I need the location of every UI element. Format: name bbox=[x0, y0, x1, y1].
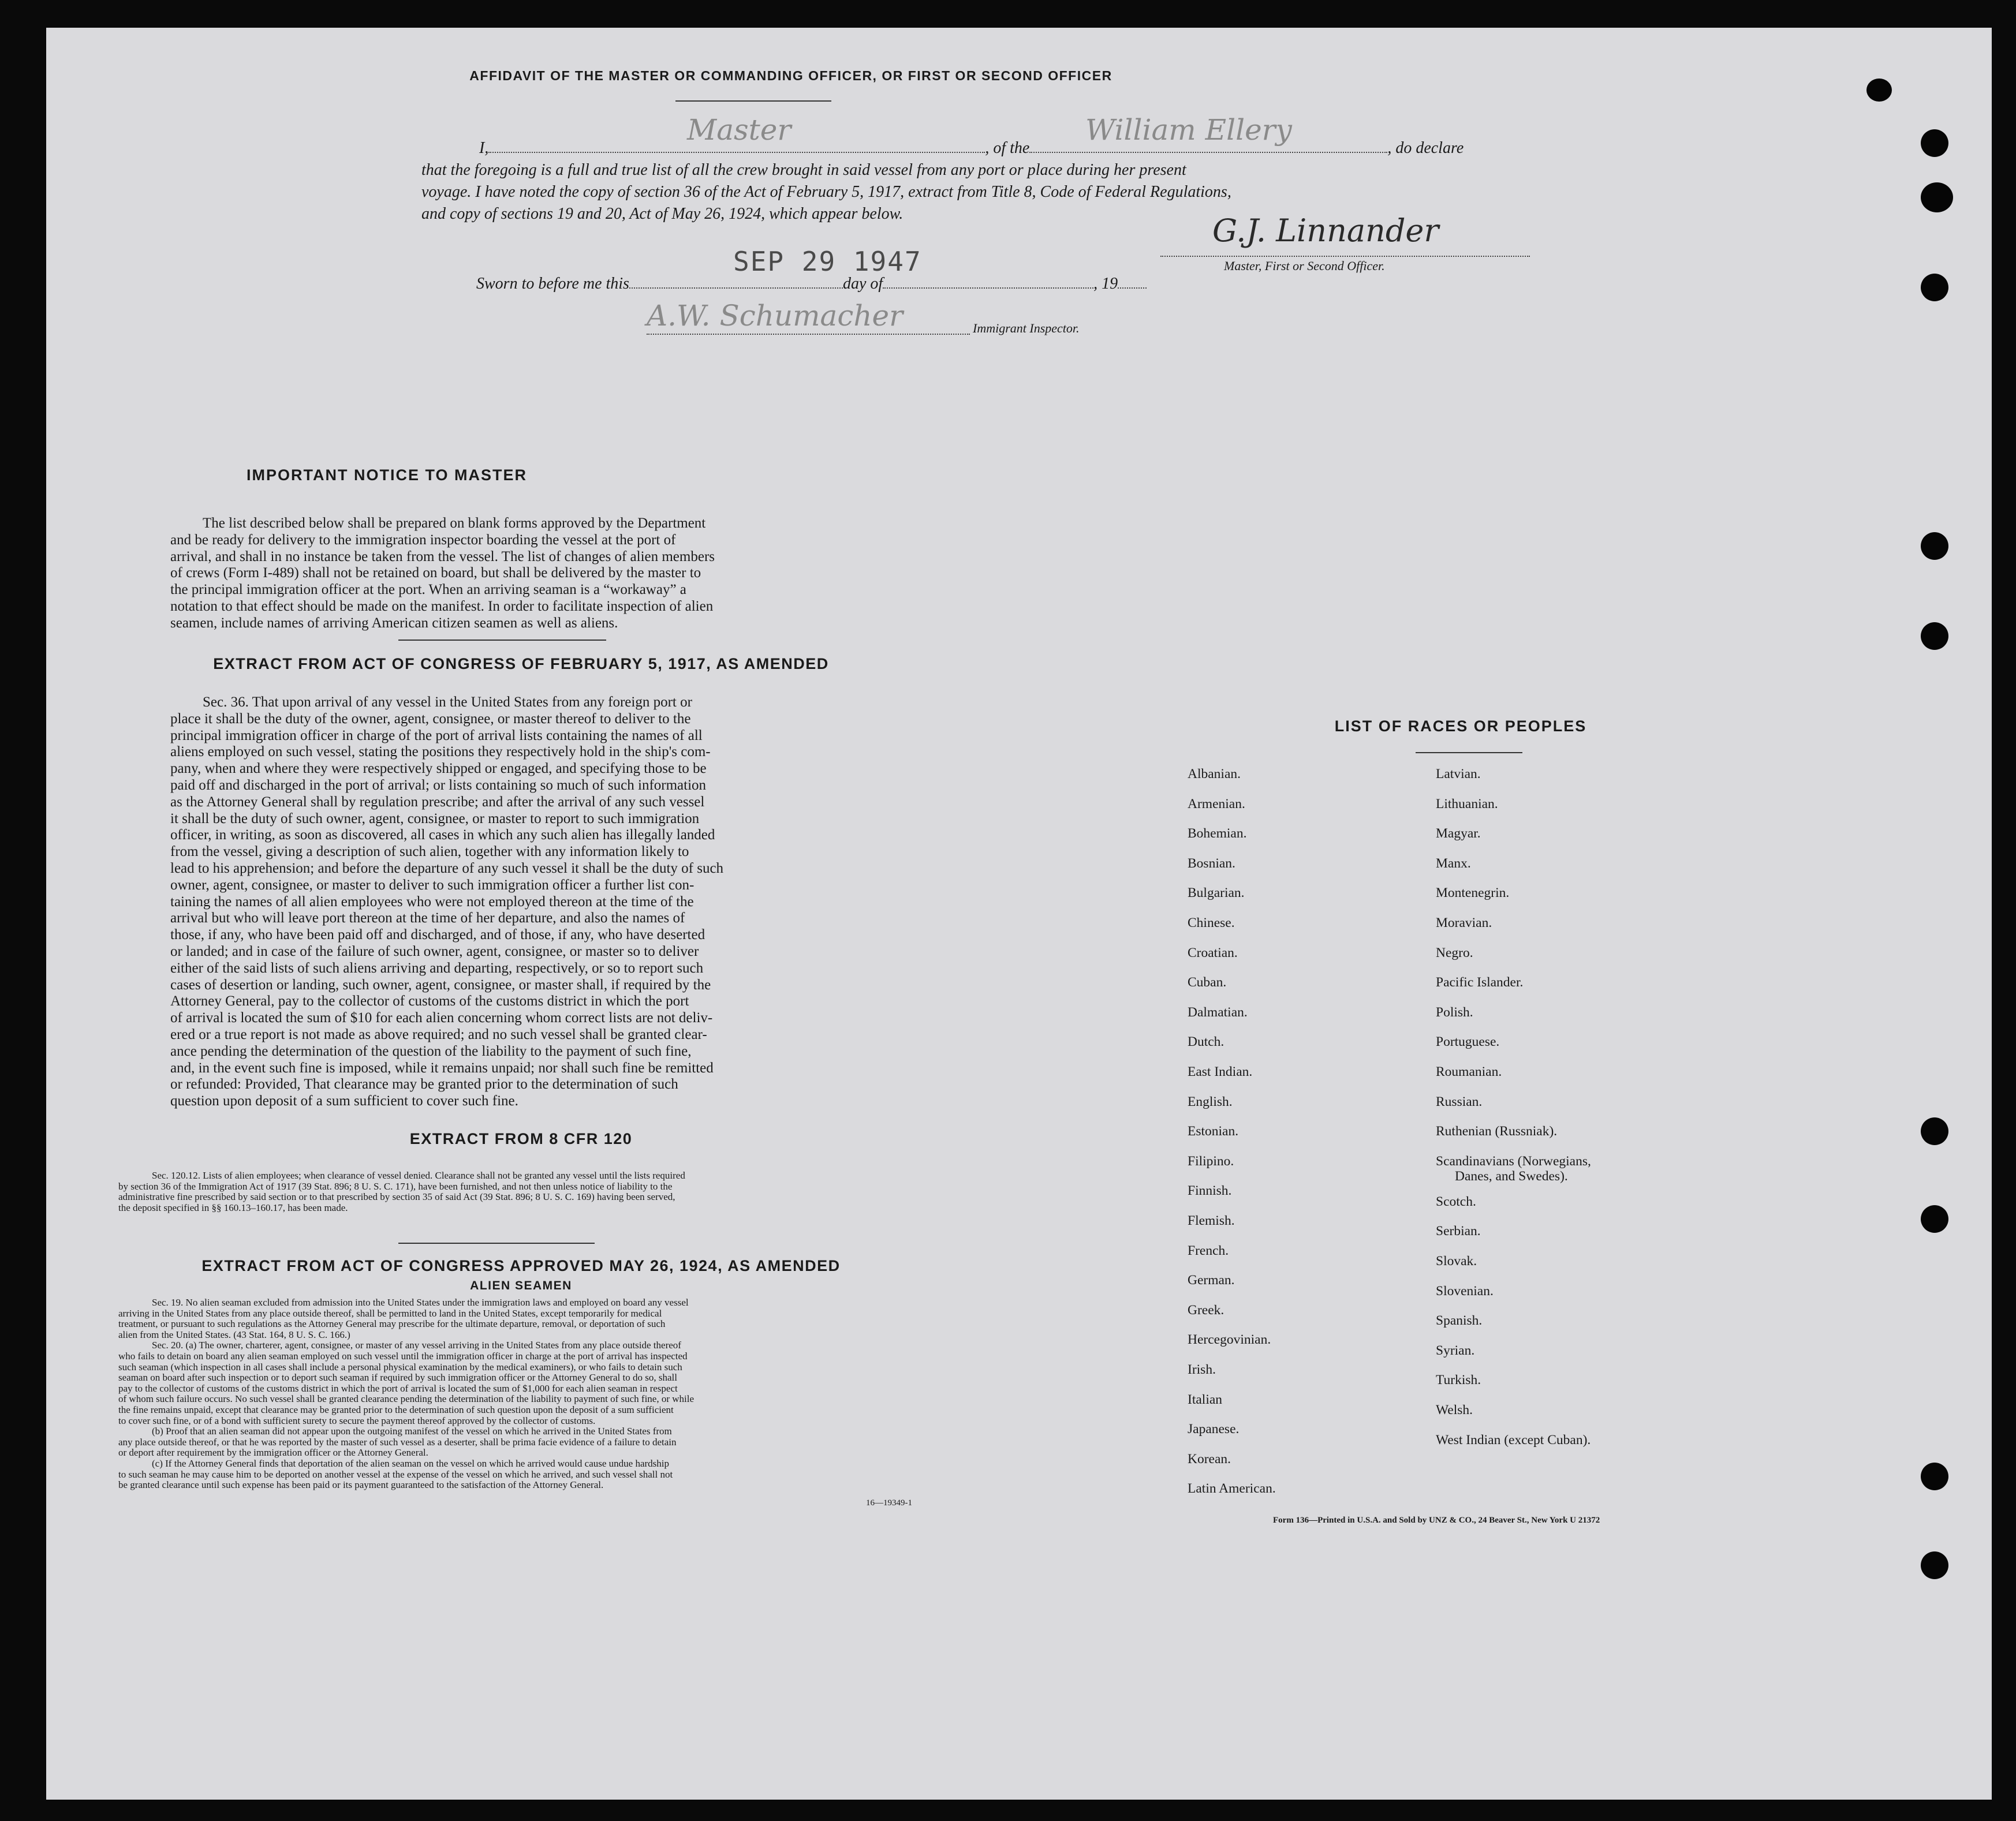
notice-title: IMPORTANT NOTICE TO MASTER bbox=[247, 466, 527, 484]
alien-seamen-line: any place outside thereof, or that he was reported by the master of such vessel as a deserter, shall be prima facie evidence of a failure to detain bbox=[118, 1436, 677, 1448]
race-item: Latvian. bbox=[1436, 766, 1481, 782]
binder-hole bbox=[1921, 1117, 1948, 1145]
section-divider bbox=[398, 640, 606, 641]
notice-line: notation to that effect should be made on the manifest. In order to facilitate inspection of alien bbox=[170, 598, 714, 614]
binder-hole bbox=[1921, 182, 1953, 212]
extract-line: as the Attorney General shall by regulation prescribe; and after the arrival of any such vessel bbox=[170, 794, 705, 810]
alien-seamen-line: treatment, or pursuant to such regulations as the Attorney General may prescribe for the ultimate departure, removal, or deportation of such bbox=[118, 1318, 666, 1330]
race-item: Estonian. bbox=[1188, 1124, 1239, 1139]
race-item: Roumanian. bbox=[1436, 1064, 1502, 1079]
race-item: Ruthenian (Russniak). bbox=[1436, 1124, 1558, 1139]
extract-line: and, in the event such fine is imposed, while it remains unpaid; nor shall such fine be remitted bbox=[170, 1060, 714, 1076]
handwritten-inspector-signature: A.W. Schumacher bbox=[647, 299, 904, 332]
extract-line: arrival but who will leave port thereon at the time of her departure, and also the names of bbox=[170, 910, 685, 926]
race-item: Slovak. bbox=[1436, 1254, 1477, 1269]
race-item: Lithuanian. bbox=[1436, 796, 1498, 812]
binder-hole bbox=[1921, 274, 1948, 301]
extract-line: taining the names of all alien employees who were not employed thereon at the time of the bbox=[170, 893, 694, 910]
race-item: Pacific Islander. bbox=[1436, 975, 1524, 990]
race-item: Magyar. bbox=[1436, 826, 1481, 842]
race-item: Irish. bbox=[1188, 1362, 1216, 1377]
race-item: Serbian. bbox=[1436, 1224, 1481, 1239]
extract-line: cases of desertion or landing, such owner, agent, consignee, or master shall, if required by the bbox=[170, 977, 711, 993]
alien-seamen-line: (b) Proof that an alien seaman did not appear upon the outgoing manifest of the vessel on which he arrived in the United States from bbox=[152, 1426, 672, 1437]
inspector-caption: Immigrant Inspector. bbox=[973, 321, 1080, 335]
extract-1917-title: EXTRACT FROM ACT OF CONGRESS OF FEBRUARY 5, 1917, AS AMENDED bbox=[213, 655, 829, 672]
extract-line: it shall be the duty of such owner, agent, consignee, or master to report to such immigration bbox=[170, 810, 700, 827]
race-item: Bulgarian. bbox=[1188, 885, 1245, 901]
cfr-line: by section 36 of the Immigration Act of 1917 (39 Stat. 896; 8 U. S. C. 171), have been furnished, and not then unless notice of liability to the bbox=[118, 1180, 673, 1192]
races-title-underline bbox=[1416, 752, 1522, 753]
notice-line: of crews (Form I-489) shall not be retained on board, but shall be delivered by the master to bbox=[170, 565, 701, 581]
race-item: Greek. bbox=[1188, 1302, 1224, 1318]
extract-line: paid off and discharged in the port of arrival; or lists containing so much of such information bbox=[170, 777, 707, 793]
extract-line: or landed; and in case of the failure of such owner, agent, consignee, or master so to deliver bbox=[170, 943, 699, 959]
binder-hole bbox=[1921, 622, 1948, 650]
race-item: Scotch. bbox=[1436, 1194, 1476, 1209]
race-item: Manx. bbox=[1436, 855, 1471, 871]
alien-seamen-line: of whom such failure occurs. No such vessel shall be granted clearance pending the determination of the liability to payment of such fine, or while bbox=[118, 1393, 695, 1405]
race-item: Montenegrin. bbox=[1436, 885, 1510, 901]
race-item: Finnish. bbox=[1188, 1183, 1232, 1199]
binder-hole bbox=[1921, 129, 1948, 157]
extract-line: lead to his apprehension; and before the departure of any such vessel it shall be the duty of such bbox=[170, 860, 724, 876]
extract-line: or refunded: Provided, That clearance may be granted prior to the determination of such bbox=[170, 1076, 678, 1093]
notice-line: seamen, include names of arriving American citizen seamen as well as aliens. bbox=[170, 615, 618, 631]
extract-line: Attorney General, pay to the collector of customs of the customs district in which the port bbox=[170, 993, 689, 1009]
extract-line: of arrival is located the sum of $10 for each alien concerning whom correct lists are not deliv- bbox=[170, 1010, 713, 1026]
binder-hole bbox=[1921, 1551, 1948, 1579]
alien-seamen-line: or deport after requirement by the immigration officer or the Attorney General. bbox=[118, 1447, 428, 1459]
race-item: Bosnian. bbox=[1188, 855, 1235, 871]
race-item: Armenian. bbox=[1188, 796, 1245, 812]
alien-seamen-line: seaman on board after such inspection or to deport such seaman if required by such immigration officer or the Attorney General to do so, shall bbox=[118, 1372, 677, 1383]
alien-seamen-line: Sec. 19. No alien seaman excluded from admission into the United States under the immigration laws and employed on board any vessel bbox=[152, 1297, 689, 1308]
alien-seamen-line: Sec. 20. (a) The owner, charterer, agent, consignee, or master of any vessel arriving in the United States from any place outside thereof bbox=[152, 1340, 681, 1351]
handwritten-master-signature: G.J. Linnander bbox=[1212, 212, 1439, 249]
affidavit-line-4: and copy of sections 19 and 20, Act of May 26, 1924, which appear below. bbox=[421, 205, 904, 223]
alien-seamen-line: pay to the collector of customs of the customs district in which the port of arrival is located the sum of $1,000 for each alien seaman in respect bbox=[118, 1382, 678, 1394]
binder-hole bbox=[1921, 1205, 1948, 1233]
extract-1924-body bbox=[118, 1297, 918, 1491]
title-underline bbox=[675, 100, 831, 102]
race-item: Dutch. bbox=[1188, 1034, 1224, 1050]
notice-line: and be ready for delivery to the immigration inspector boarding the vessel at the port of bbox=[170, 532, 676, 548]
alien-seamen-line: (c) If the Attorney General finds that deportation of the alien seaman on the vessel on which he arrived would cause undue hardship bbox=[152, 1457, 669, 1469]
notice-line: the principal immigration officer at the port. When an arriving seaman is a “workaway” a bbox=[170, 582, 686, 598]
race-item: Cuban. bbox=[1188, 975, 1227, 990]
day-of: day of bbox=[842, 275, 883, 293]
extract-1924-subtitle: ALIEN SEAMEN bbox=[470, 1279, 572, 1292]
race-item: German. bbox=[1188, 1273, 1235, 1288]
affidavit-do-declare: , do declare bbox=[1387, 139, 1464, 157]
extract-1917-body bbox=[170, 694, 872, 1110]
race-item: Korean. bbox=[1188, 1451, 1231, 1467]
extract-line: those, if any, who have been paid off and discharged, and of those, if any, who have deserted bbox=[170, 927, 705, 943]
signature-line bbox=[1160, 256, 1530, 257]
race-item: Danes, and Swedes). bbox=[1455, 1168, 1568, 1184]
race-item: Japanese. bbox=[1188, 1422, 1240, 1437]
affidavit-line-3: voyage. I have noted the copy of section 36 of the Act of February 5, 1917, extract from Title 8, Code of Federal Regulations, bbox=[421, 183, 1231, 201]
extract-line: ance pending the determination of the question of the liability to the payment of such fine, bbox=[170, 1043, 692, 1059]
extract-line: owner, agent, consignee, or master to deliver to such immigration officer a further list con- bbox=[170, 877, 695, 893]
race-item: Negro. bbox=[1436, 945, 1473, 960]
extract-line: Sec. 36. That upon arrival of any vessel in the United States from any foreign port or bbox=[203, 694, 692, 710]
race-item: Syrian. bbox=[1436, 1343, 1475, 1358]
alien-seamen-line: alien from the United States. (43 Stat. 164, 8 U. S. C. 166.) bbox=[118, 1329, 350, 1340]
alien-seamen-line: be granted clearance until such expense has been paid or its payment guaranteed to the satisfaction of the Attorney General. bbox=[118, 1479, 604, 1491]
extract-cfr-title: EXTRACT FROM 8 CFR 120 bbox=[409, 1130, 633, 1147]
document-page bbox=[46, 28, 1992, 1800]
cfr-line: administrative fine prescribed by said section or to that prescribed by section 35 of said Act (39 Stat. 896; 8 U. S. C. 169) having been served, bbox=[118, 1191, 675, 1203]
year-prefix: , 19 bbox=[1093, 275, 1118, 293]
race-item: Russian. bbox=[1436, 1094, 1483, 1109]
race-item: Chinese. bbox=[1188, 915, 1235, 930]
cfr-line: the deposit specified in §§ 160.13–160.17, has been made. bbox=[118, 1202, 348, 1213]
extract-line: pany, when and where they were respectively shipped or engaged, and specifying those to be bbox=[170, 761, 707, 777]
alien-seamen-line: the fine remains unpaid, except that clearance may be granted prior to the determination of such question upon the deposit of a sum sufficient bbox=[118, 1404, 674, 1415]
affidavit-i: I, bbox=[479, 139, 489, 157]
race-item: Polish. bbox=[1436, 1004, 1473, 1020]
notice-line: The list described below shall be prepared on blank forms approved by the Department bbox=[203, 515, 706, 531]
alien-seamen-line: to cover such fine, or of a bond with sufficient surety to secure the payment thereof approved by the collector of customs. bbox=[118, 1415, 596, 1426]
alien-seamen-line: to such seaman he may cause him to be deported on another vessel at the expense of the vessel on which he arrived, and such vessel shall not bbox=[118, 1468, 673, 1480]
alien-seamen-line: such seaman (which inspection in all cases shall include a personal physical examination by the medical examiners), or who fails to detain such bbox=[118, 1361, 682, 1373]
race-item: Croatian. bbox=[1188, 945, 1238, 960]
affidavit-line-2: that the foregoing is a full and true list of all the crew brought in said vessel from any port or place during her present bbox=[421, 161, 1186, 179]
race-item: Latin American. bbox=[1188, 1481, 1276, 1497]
inspector-line bbox=[647, 334, 970, 335]
extract-line: principal immigration officer in charge of the port of arrival lists containing the names of all bbox=[170, 727, 703, 743]
race-item: Welsh. bbox=[1436, 1403, 1473, 1418]
race-item: Moravian. bbox=[1436, 915, 1492, 930]
race-item: French. bbox=[1188, 1243, 1229, 1258]
races-title: LIST OF RACES OR PEOPLES bbox=[1334, 717, 1587, 735]
race-item: Bohemian. bbox=[1188, 826, 1247, 842]
form-number: 16—19349-1 bbox=[866, 1498, 912, 1508]
form-footer: Form 136—Printed in U.S.A. and Sold by UNZ & CO., 24 Beaver St., New York U 21372 bbox=[1273, 1516, 1600, 1525]
extract-line: place it shall be the duty of the owner, agent, consignee, or master thereof to deliver to the bbox=[170, 711, 691, 727]
race-item: Spanish. bbox=[1436, 1313, 1483, 1329]
binder-hole bbox=[1921, 1463, 1948, 1490]
notice-line: arrival, and shall in no instance be taken from the vessel. The list of changes of alien members bbox=[170, 548, 715, 564]
affidavit-line-1 bbox=[479, 137, 1565, 159]
sworn-prefix: Sworn to before me this bbox=[476, 275, 629, 293]
signature-caption: Master, First or Second Officer. bbox=[1224, 259, 1385, 273]
race-item: Italian bbox=[1188, 1392, 1223, 1407]
extract-line: question upon deposit of a sum sufficient to cover such fine. bbox=[170, 1093, 518, 1109]
binder-hole bbox=[1921, 532, 1948, 560]
affidavit-of-the: , of the bbox=[985, 139, 1030, 157]
notice-body bbox=[170, 515, 872, 632]
alien-seamen-line: arriving in the United States from any place outside thereof, shall be permitted to land in the United States, except temporarily for medical bbox=[118, 1307, 662, 1319]
race-item: Dalmatian. bbox=[1188, 1004, 1248, 1020]
race-item: Turkish. bbox=[1436, 1373, 1481, 1388]
extract-line: from the vessel, giving a description of such alien, together with any information likely to bbox=[170, 844, 689, 860]
date-stamp: SEP 29 1947 bbox=[733, 246, 922, 277]
binder-hole bbox=[1866, 78, 1892, 102]
handwritten-vessel-name: William Ellery bbox=[1085, 113, 1292, 147]
race-item: Filipino. bbox=[1188, 1153, 1234, 1169]
affidavit-title: AFFIDAVIT OF THE MASTER OR COMMANDING OFFICER, OR FIRST OR SECOND OFFICER bbox=[469, 68, 1112, 83]
extract-line: aliens employed on such vessel, stating the positions they respectively hold in the ship's com- bbox=[170, 744, 711, 760]
handwritten-rank: Master bbox=[687, 113, 792, 147]
extract-line: either of the said lists of such aliens arriving and departing, respectively, or so to report such bbox=[170, 960, 704, 976]
race-item: English. bbox=[1188, 1094, 1233, 1109]
race-item: Slovenian. bbox=[1436, 1283, 1494, 1299]
extract-line: ered or a true report is not made as above required; and no such vessel shall be granted clear- bbox=[170, 1026, 707, 1042]
extract-line: officer, in writing, as soon as discovered, all cases in which any such alien has illegally landed bbox=[170, 827, 715, 843]
extract-cfr-body bbox=[118, 1171, 918, 1213]
race-item: Albanian. bbox=[1188, 766, 1241, 782]
race-item: Portuguese. bbox=[1436, 1034, 1500, 1050]
race-item: Scandinavians (Norwegians, bbox=[1436, 1153, 1591, 1169]
race-item: Flemish. bbox=[1188, 1213, 1235, 1228]
section-divider bbox=[398, 1243, 595, 1244]
alien-seamen-line: who fails to detain on board any alien seaman employed on such vessel until the immigration officer in charge at the port of arrival has inspected bbox=[118, 1350, 688, 1362]
extract-1924-title: EXTRACT FROM ACT OF CONGRESS APPROVED MAY 26, 1924, AS AMENDED bbox=[201, 1257, 841, 1274]
race-item: West Indian (except Cuban). bbox=[1436, 1432, 1591, 1448]
race-item: East Indian. bbox=[1188, 1064, 1253, 1079]
race-item: Hercegovinian. bbox=[1188, 1332, 1271, 1348]
cfr-line: Sec. 120.12. Lists of alien employees; when clearance of vessel denied. Clearance shall not be granted any vessel until the lists required bbox=[152, 1170, 685, 1181]
